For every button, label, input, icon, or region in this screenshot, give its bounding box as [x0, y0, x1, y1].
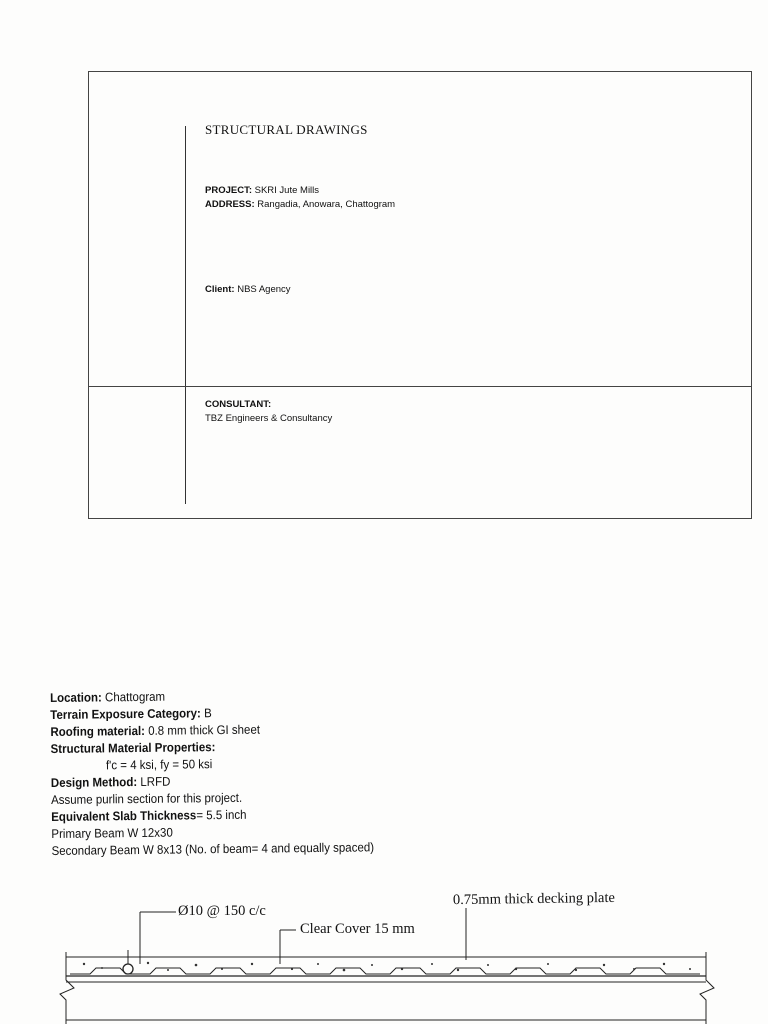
- decking-plate: [70, 968, 700, 974]
- location-label: Location:: [50, 690, 102, 705]
- decking-plate-label: 0.75mm thick decking plate: [452, 889, 615, 909]
- consultant-value: TBZ Engineers & Consultancy: [205, 413, 333, 424]
- design-value: LRFD: [137, 774, 171, 790]
- consultant-label-line: [205, 399, 271, 410]
- rebar-circle: [123, 964, 133, 974]
- break-line-right: [700, 952, 714, 1024]
- title-block-divider-horizontal: [89, 386, 751, 387]
- slab-value: = 5.5 inch: [196, 807, 247, 823]
- rebar-label: Ø10 @ 150 c/c: [178, 903, 266, 919]
- consultant-label: CONSULTANT:: [205, 399, 272, 410]
- location-value: Chattogram: [101, 689, 166, 705]
- terrain-value: B: [200, 706, 212, 721]
- design-label: Design Method:: [50, 775, 138, 790]
- drawing-title: STRUCTURAL DRAWINGS: [205, 122, 368, 137]
- title-block: [88, 71, 752, 519]
- material-value: f'c = 4 ksi, fy = 50 ksi: [105, 757, 213, 773]
- client-label: Client:: [205, 284, 235, 295]
- address-value: Rangadia, Anowara, Chattogram: [254, 199, 396, 210]
- slab-section-drawing: [0, 880, 768, 1024]
- project-value: SKRI Jute Mills: [251, 185, 320, 196]
- clear-cover-label: Clear Cover 15 mm: [300, 921, 415, 937]
- project-label: PROJECT:: [205, 185, 252, 196]
- roofing-label: Roofing material:: [50, 723, 146, 739]
- purlin-note: Assume purlin section for this project.: [50, 790, 243, 807]
- slab-label: Equivalent Slab Thickness: [51, 808, 197, 824]
- roofing-value: 0.8 mm thick GI sheet: [144, 722, 261, 738]
- material-label: Structural Material Properties:: [50, 740, 216, 756]
- primary-beam: Primary Beam W 12x30: [51, 825, 173, 841]
- client-line: [205, 284, 291, 295]
- terrain-label: Terrain Exposure Category:: [50, 706, 201, 722]
- concrete-aggregate: [83, 962, 691, 972]
- design-specs: [50, 686, 374, 860]
- secondary-beam: Secondary Beam W 8x13 (No. of beam= 4 and equally spaced): [51, 840, 375, 858]
- address-label: ADDRESS:: [205, 199, 255, 210]
- client-value: NBS Agency: [234, 284, 291, 295]
- project-line: [205, 185, 319, 196]
- address-line: [205, 199, 395, 210]
- break-line-left: [60, 952, 74, 1024]
- title-block-divider-vertical: [185, 126, 186, 504]
